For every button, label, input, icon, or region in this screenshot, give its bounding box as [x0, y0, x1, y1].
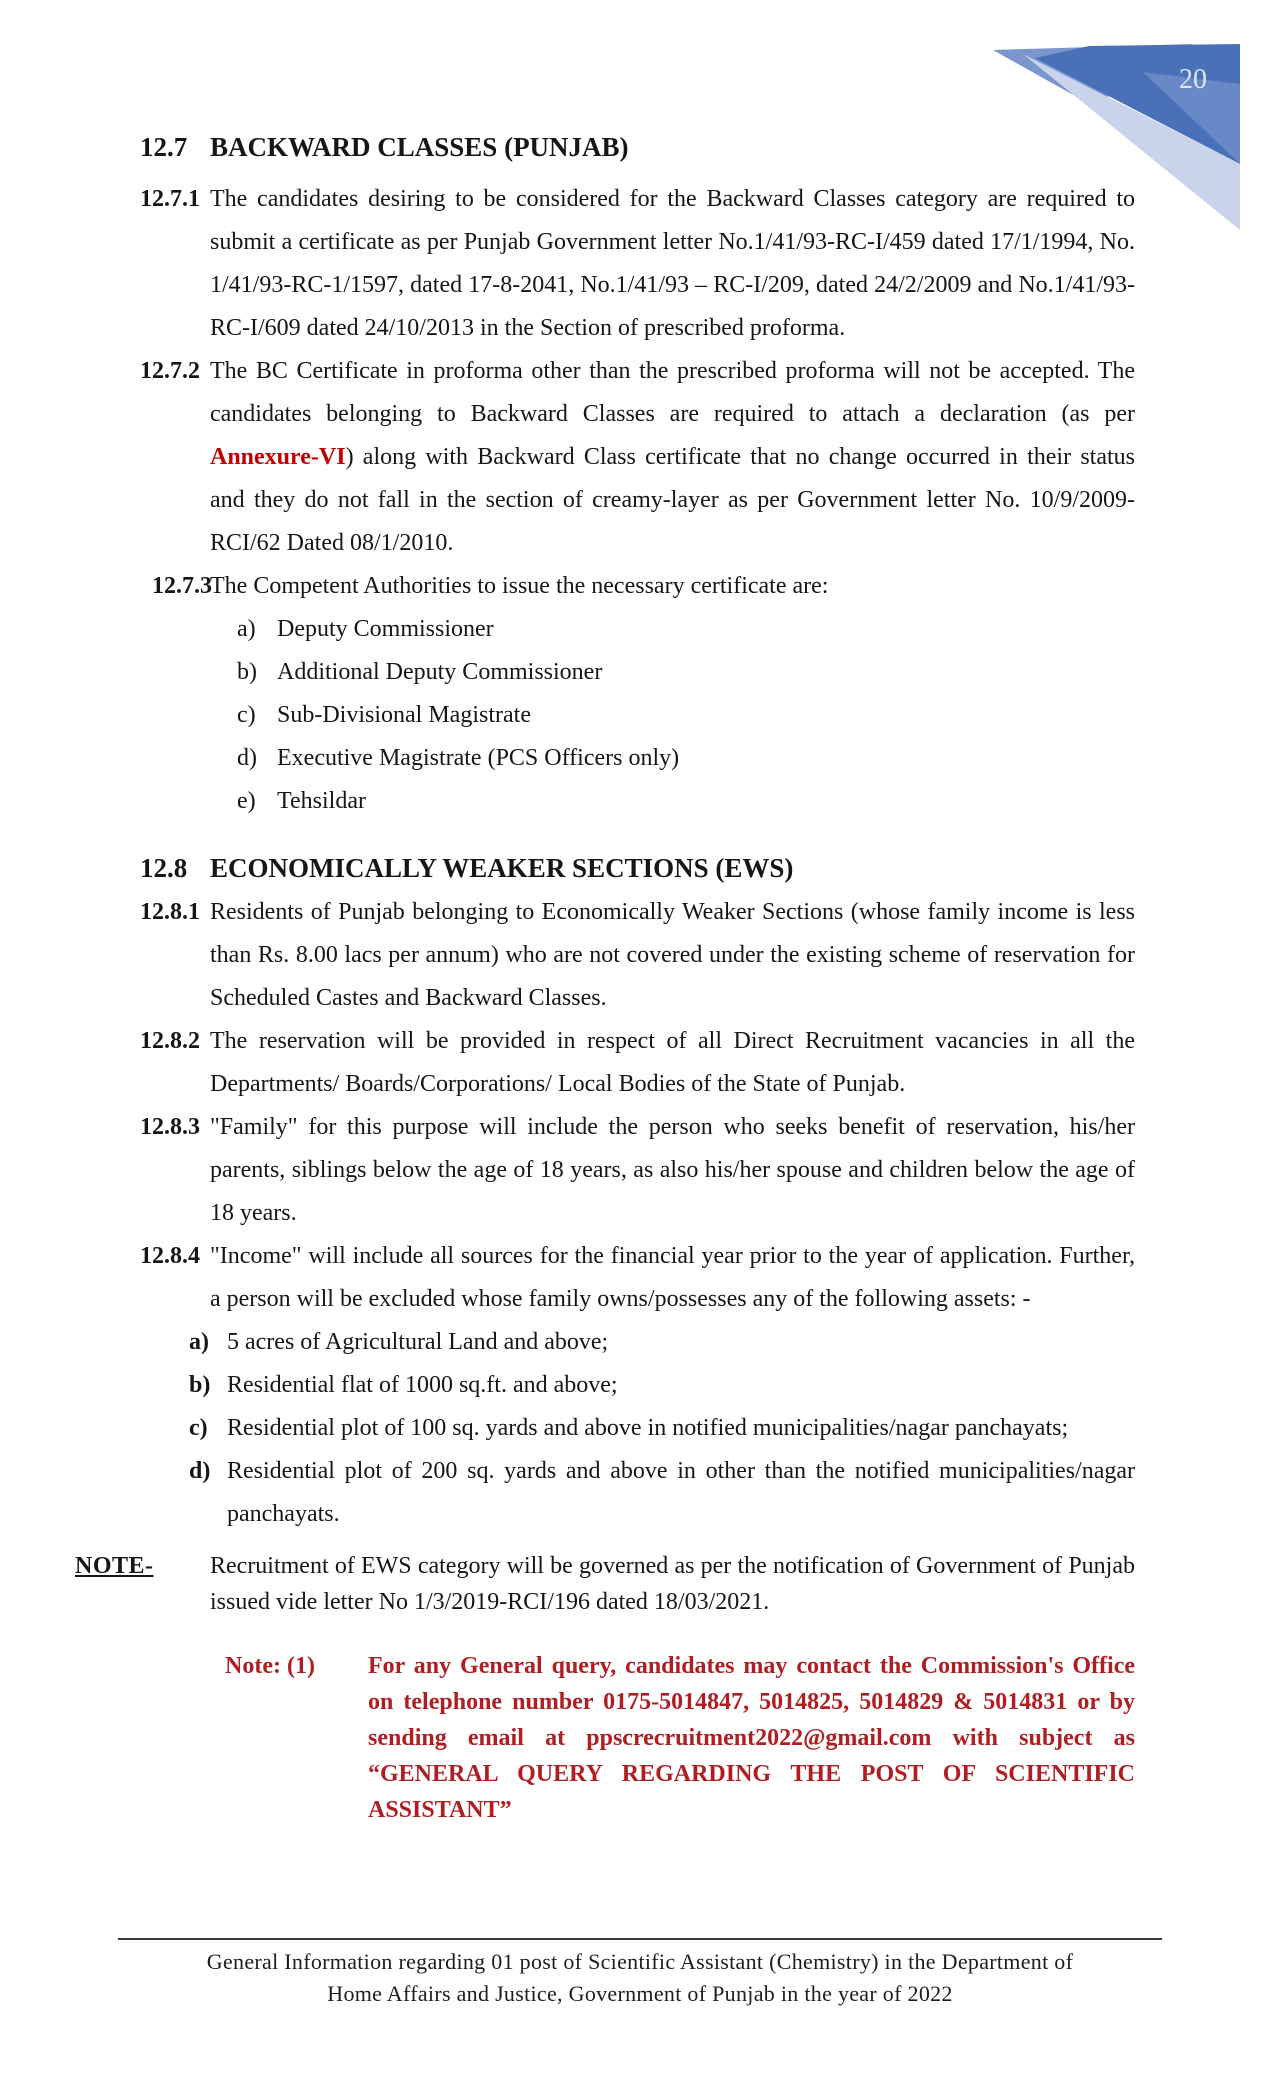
footer-rule: [118, 1938, 1162, 1940]
list-text: Residential plot of 200 sq. yards and above in other than the notified municipalities/nagar panchayats.: [227, 1458, 1135, 1527]
list-letter: d): [189, 1458, 211, 1484]
list-letter: c): [237, 702, 256, 728]
note-label: NOTE-: [75, 1553, 154, 1579]
paragraph-number: 12.8.4: [140, 1243, 200, 1269]
paragraph-text-before: The BC Certificate in proforma other than the prescribed proforma will not be accepted. The candidates belonging to Backward Classes are required to attach a declaration (as per: [210, 358, 1135, 427]
paragraph-number: 12.7.2: [140, 358, 200, 384]
list-letter: e): [237, 788, 256, 814]
section-title: ECONOMICALLY WEAKER SECTIONS (EWS): [210, 853, 794, 883]
red-note-label: Note: (1): [225, 1653, 315, 1679]
list-item: [237, 694, 1135, 737]
list-item: [189, 1407, 1135, 1450]
paragraph-12-7-2: [140, 350, 1135, 565]
document-content: [75, 0, 1135, 1828]
list-item: [237, 737, 1135, 780]
paragraph-text: [210, 350, 1135, 565]
ews-note: [75, 1548, 1135, 1620]
list-text: Tehsildar: [277, 788, 366, 814]
list-text: Residential plot of 100 sq. yards and above in notified municipalities/nagar panchayats;: [227, 1415, 1069, 1441]
list-item: [189, 1450, 1135, 1536]
annexure-vi-reference: Annexure-VI: [210, 444, 346, 470]
paragraph-12-7-3: [140, 565, 1135, 608]
footer-line-2: Home Affairs and Justice, Government of Punjab in the year of 2022: [327, 1981, 953, 2006]
list-letter: b): [189, 1372, 211, 1398]
paragraph-text: The candidates desiring to be considered for the Backward Classes category are required to submit a certificate as per Punjab Government letter No.1/41/93-RC-I/459 dated 17/1/1994, No. 1/41/93-RC-1/1597, dated 17-8-2041, No.1/41/93 – RC-I/209, dated 24/2/2009 and No.1/41/93-RC-I/609 dated 24/10/2013 in the Section of prescribed proforma.: [210, 186, 1135, 341]
list-letter: a): [237, 616, 256, 642]
section-heading-12-8: [140, 845, 1135, 891]
list-text: Residential flat of 1000 sq.ft. and above;: [227, 1372, 618, 1398]
red-note-text: For any General query, candidates may contact the Commission's Office on telephone number 0175-5014847, 5014825, 5014829 & 5014831 or by sending email at ppscrecruitment2022@gmail.com with subject as “GENERAL QUERY REGARDING THE POST OF SCIENTIFIC ASSISTANT”: [368, 1653, 1135, 1823]
note-text: Recruitment of EWS category will be governed as per the notification of Government of Punjab issued vide letter No 1/3/2019-RCI/196 dated 18/03/2021.: [210, 1553, 1135, 1615]
section-heading-12-7: [140, 124, 1135, 170]
page-number: 20: [1179, 64, 1207, 95]
paragraph-text: Residents of Punjab belonging to Economically Weaker Sections (whose family income is less than Rs. 8.00 lacs per annum) who are not covered under the existing scheme of reservation for Scheduled Castes and Backward Classes.: [210, 899, 1135, 1011]
general-query-note: [225, 1648, 1135, 1828]
paragraph-number: 12.8.1: [140, 899, 200, 925]
competent-authorities-list: [237, 608, 1135, 823]
list-letter: a): [189, 1329, 209, 1355]
paragraph-text: "Family" for this purpose will include the person who seeks benefit of reservation, his/her parents, siblings below the age of 18 years, as also his/her spouse and children below the age of 18 years.: [210, 1114, 1135, 1226]
section-number: 12.8: [140, 853, 188, 883]
excluded-assets-list: [189, 1321, 1135, 1536]
list-text: Additional Deputy Commissioner: [277, 659, 603, 685]
list-text: Executive Magistrate (PCS Officers only): [277, 745, 680, 771]
list-item: [237, 651, 1135, 694]
list-item: [189, 1364, 1135, 1407]
paragraph-number: 12.8.3: [140, 1114, 200, 1140]
list-text: Deputy Commissioner: [277, 616, 494, 642]
list-text: 5 acres of Agricultural Land and above;: [227, 1329, 609, 1355]
paragraph-12-8-1: [140, 891, 1135, 1020]
list-letter: d): [237, 745, 257, 771]
paragraph-text: "Income" will include all sources for the financial year prior to the year of application. Further, a person will be excluded whose family owns/possesses any of the following assets: -: [210, 1243, 1135, 1312]
paragraph-12-8-3: [140, 1106, 1135, 1235]
footer-line-1: General Information regarding 01 post of Scientific Assistant (Chemistry) in the Department of: [206, 1949, 1074, 1974]
section-number: 12.7: [140, 132, 188, 162]
paragraph-number: 12.7.3: [152, 573, 212, 599]
paragraph-text-after: ) along with Backward Class certificate that no change occurred in their status and they do not fall in the section of creamy-layer as per Government letter No. 10/9/2009-RCI/62 Dated 08/1/2010.: [210, 444, 1135, 556]
paragraph-number: 12.7.1: [140, 186, 200, 212]
section-title: BACKWARD CLASSES (PUNJAB): [210, 132, 629, 162]
list-item: [189, 1321, 1135, 1364]
list-item: [237, 608, 1135, 651]
paragraph-number: 12.8.2: [140, 1028, 200, 1054]
list-letter: c): [189, 1415, 208, 1441]
paragraph-text: The Competent Authorities to issue the necessary certificate are:: [210, 573, 829, 599]
list-letter: b): [237, 659, 257, 685]
list-item: [237, 780, 1135, 823]
paragraph-text: The reservation will be provided in respect of all Direct Recruitment vacancies in all the Departments/ Boards/Corporations/ Local Bodies of the State of Punjab.: [210, 1028, 1135, 1097]
paragraph-12-7-1: [140, 178, 1135, 350]
paragraph-12-8-4: [140, 1235, 1135, 1321]
page-footer: [118, 1938, 1162, 2010]
paragraph-12-8-2: [140, 1020, 1135, 1106]
list-text: Sub-Divisional Magistrate: [277, 702, 531, 728]
